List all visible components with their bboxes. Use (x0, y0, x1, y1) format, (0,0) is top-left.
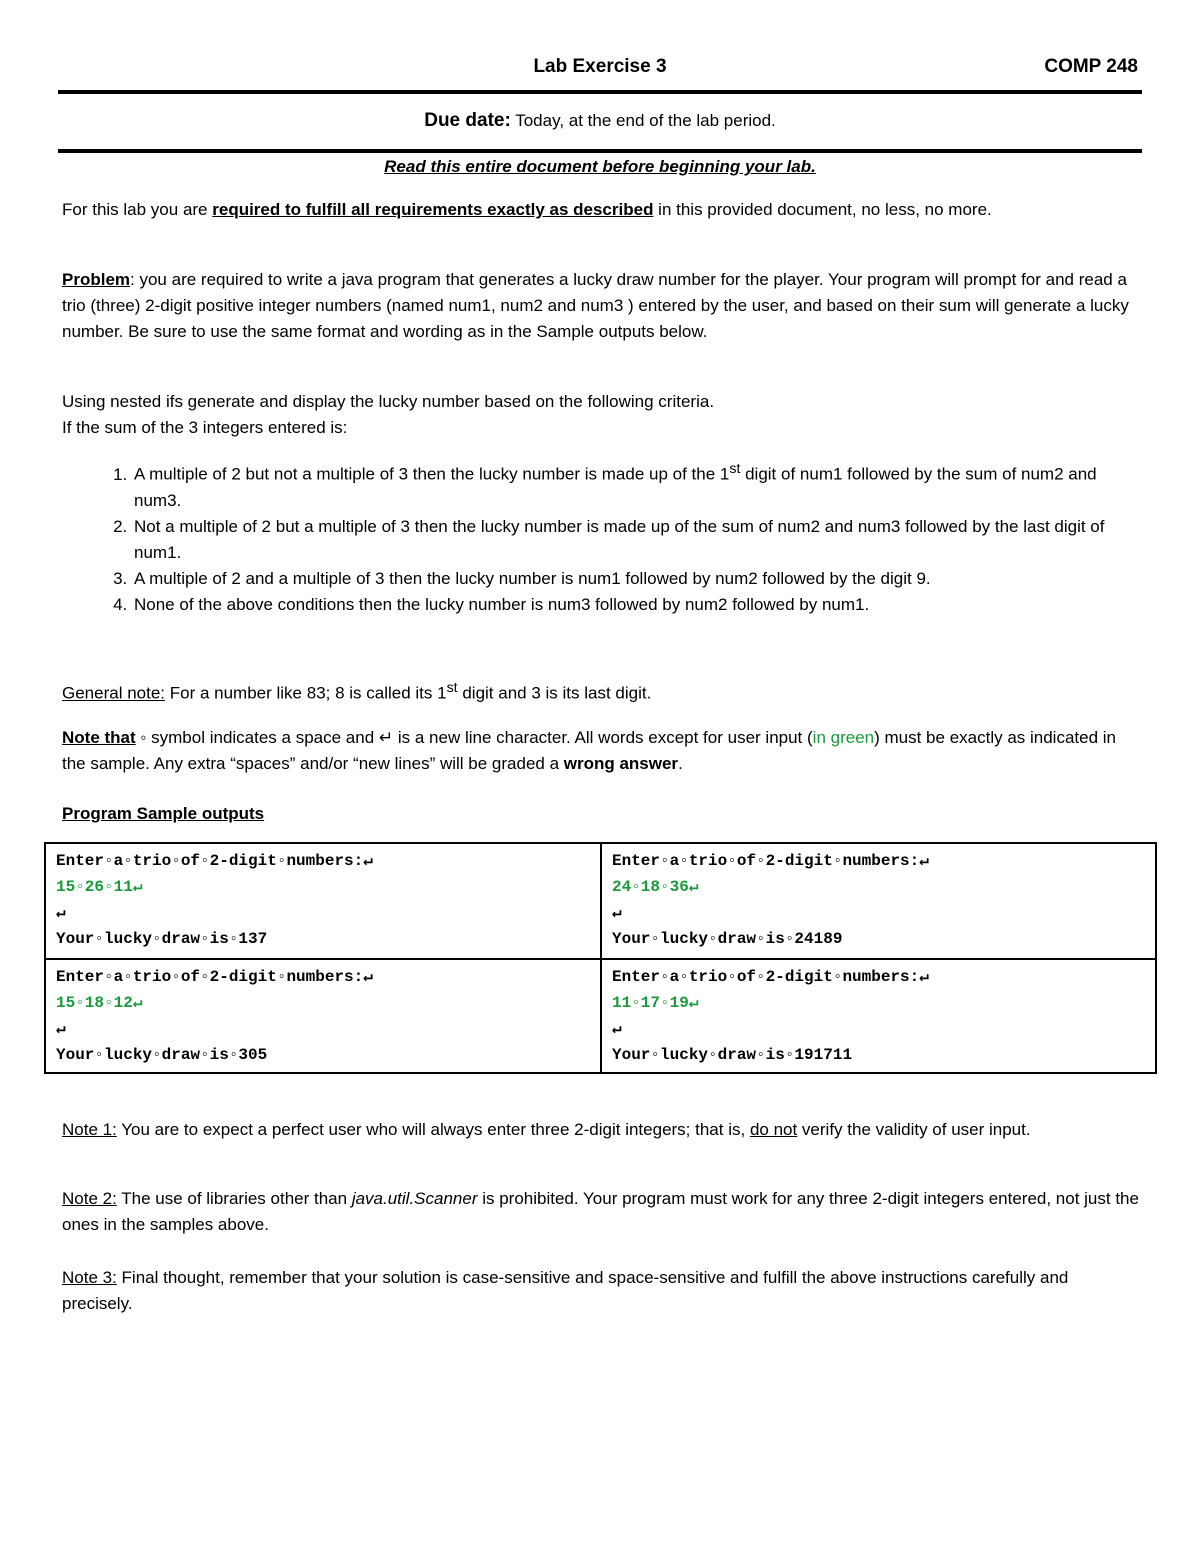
superscript: st (729, 461, 741, 477)
sample-output-table (44, 842, 1157, 1074)
note-that-paragraph (62, 725, 1142, 777)
general-note-label: General note: (62, 683, 166, 703)
intro-text: For this lab you are (62, 200, 213, 219)
due-date-line (0, 110, 1200, 132)
criteria-line-2: If the sum of the 3 integers entered is: (62, 418, 348, 437)
note-2 (62, 1186, 1142, 1238)
item-text: None of the above conditions then the lucky number is num3 followed by num2 followed by num1. (134, 594, 870, 614)
sample-output-cell (602, 960, 1155, 1072)
scanner-class: java.util.Scanner (351, 1189, 478, 1208)
note-1 (62, 1117, 1142, 1143)
problem-text: : you are required to write a java program that generates a lucky draw number for the player. Your program will prompt for and read a trio (three) 2-digit positive integer numbers (named num1, num2 and num3 ) entered by the user, and based on their sum will generate a lucky number. Be sure to use the same format and wording as in the Sample outputs below. (62, 270, 1129, 341)
sample-result: Your◦lucky◦draw◦is◦305 (56, 1046, 268, 1064)
list-item (132, 456, 1142, 514)
due-divider (58, 149, 1142, 153)
item-text: digit of num1 followed by the sum of num2 and num3. (134, 464, 1097, 510)
list-item (132, 566, 1142, 592)
sample-newline: ↵ (612, 1020, 622, 1038)
samples-heading (62, 801, 1142, 827)
item-text: A multiple of 2 and a multiple of 3 then the lucky number is num1 followed by num2 followed by the digit 9. (134, 568, 931, 588)
general-note-text-end: digit and 3 is its last digit. (457, 683, 652, 703)
sample-result: Your◦lucky◦draw◦is◦24189 (612, 930, 843, 948)
sample-newline: ↵ (612, 904, 622, 922)
item-text: Not a multiple of 2 but a multiple of 3 then the lucky number is made up of the sum of num2 and num3 followed by the last digit of num1. (134, 516, 1105, 562)
note-1-text: You are to expect a perfect user who will always enter three 2-digit integers; that is, (116, 1120, 750, 1139)
note-2-text-end: is prohibited. Your program must work for any three 2-digit integers entered, not just the ones in the samples above. (62, 1189, 1139, 1234)
list-item (132, 514, 1142, 566)
sample-prompt: Enter◦a◦trio◦of◦2-digit◦numbers:↵ (612, 852, 929, 870)
general-note (62, 675, 1142, 707)
sample-newline: ↵ (56, 1020, 66, 1038)
due-date-label: Due date: (424, 110, 511, 131)
sample-output-cell (46, 844, 602, 960)
note-2-text: The use of libraries other than (116, 1189, 352, 1208)
criteria-list (62, 456, 1142, 618)
note-that-text-end: . (678, 754, 683, 773)
note-that-text: ◦ symbol indicates a space and ↵ is a new line character. All words except for user input ( (135, 728, 813, 747)
general-note-text: For a number like 83; 8 is called its 1 (165, 683, 447, 703)
read-notice: Read this entire document before beginning your lab. (384, 157, 816, 176)
note-2-label: Note 2: (62, 1189, 117, 1208)
note-3-text: Final thought, remember that your solution is case-sensitive and space-sensitive and fulfill the above instructions carefully and precisely. (62, 1268, 1069, 1313)
intro-text-end: in this provided document, no less, no more. (653, 200, 992, 219)
intro-emphasis: required to fulfill all requirements exactly as described (212, 200, 654, 219)
note-that-label: Note that (62, 728, 136, 747)
sample-user-input: 24◦18◦36↵ (612, 878, 699, 896)
doc-title: Lab Exercise 3 (533, 56, 667, 77)
course-code: COMP 248 (1044, 56, 1138, 77)
sample-prompt: Enter◦a◦trio◦of◦2-digit◦numbers:↵ (612, 968, 929, 986)
sample-output-cell (46, 960, 602, 1072)
due-date-text: Today, at the end of the lab period. (510, 111, 776, 130)
note-1-label: Note 1: (62, 1120, 117, 1139)
problem-paragraph (62, 267, 1142, 345)
sample-result: Your◦lucky◦draw◦is◦191711 (612, 1046, 853, 1064)
header-divider (58, 90, 1142, 94)
superscript: st (446, 680, 458, 696)
sample-prompt: Enter◦a◦trio◦of◦2-digit◦numbers:↵ (56, 852, 373, 870)
criteria-line-1: Using nested ifs generate and display the lucky number based on the following criteria. (62, 392, 715, 411)
sample-user-input: 11◦17◦19↵ (612, 994, 699, 1012)
note-1-text-end: verify the validity of user input. (797, 1120, 1031, 1139)
sample-output-cell (602, 844, 1155, 960)
page-header (62, 56, 1138, 80)
note-3-label: Note 3: (62, 1268, 117, 1287)
sample-user-input: 15◦26◦11↵ (56, 878, 143, 896)
wrong-answer-emphasis: wrong answer (563, 754, 679, 773)
do-not-emphasis: do not (749, 1120, 798, 1139)
note-3 (62, 1265, 1142, 1317)
sample-prompt: Enter◦a◦trio◦of◦2-digit◦numbers:↵ (56, 968, 373, 986)
list-item (132, 592, 1142, 618)
sample-newline: ↵ (56, 904, 66, 922)
problem-label: Problem (62, 270, 131, 289)
intro-paragraph (62, 197, 1142, 223)
green-legend: in green (812, 728, 875, 747)
item-text: A multiple of 2 but not a multiple of 3 then the lucky number is made up of the 1 (134, 464, 730, 484)
samples-heading-text: Program Sample outputs (62, 804, 265, 823)
sample-result: Your◦lucky◦draw◦is◦137 (56, 930, 268, 948)
sample-user-input: 15◦18◦12↵ (56, 994, 143, 1012)
note-that-text-2: ) must be exactly as indicated in the sample. Any extra “spaces” and/or “new lines” will be graded a (62, 728, 1117, 773)
criteria-intro (62, 389, 1142, 441)
